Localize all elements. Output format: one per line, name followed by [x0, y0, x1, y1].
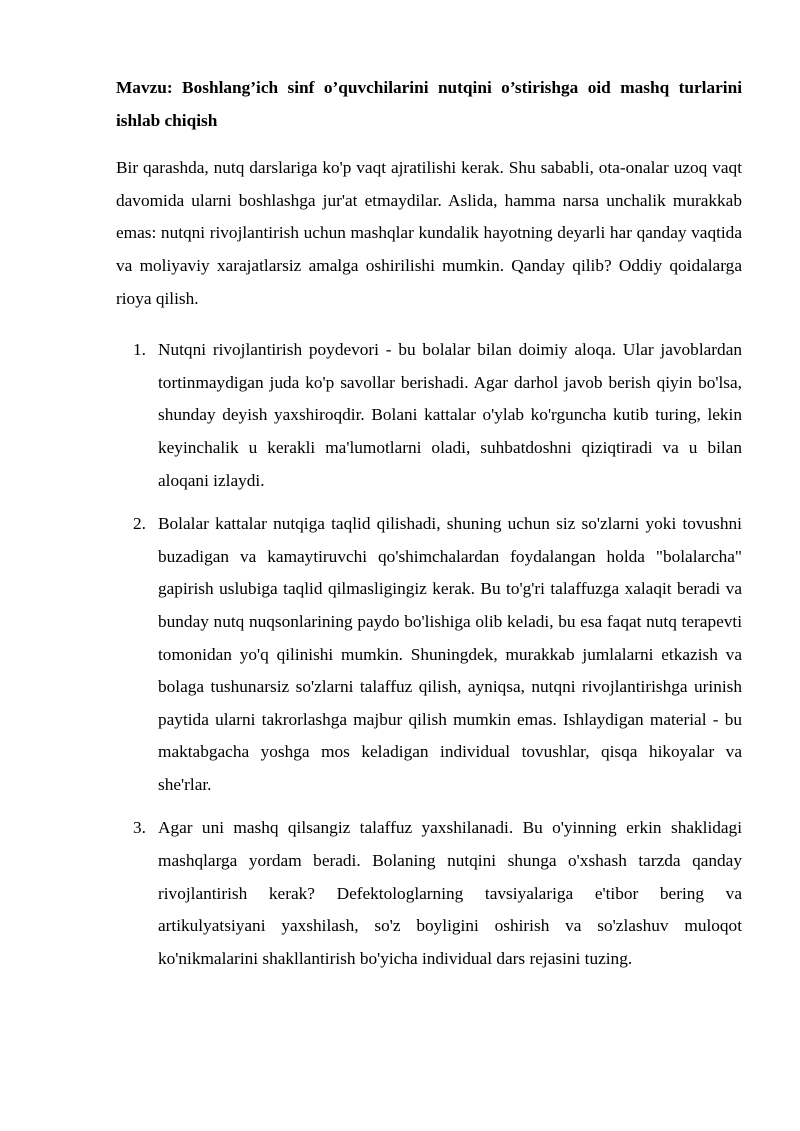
list-item-text: Agar uni mashq qilsangiz talaffuz yaxshilanadi. Bu o'yinning erkin shaklidagi mashqlarga yordam beradi. Bolaning nutqini shunga o'xshash tarzda qanday rivojlantirish kerak? Defektologlarning tavsiyalariga e'tibor bering va artikulyatsiyani yaxshilash, so'z boyligini oshirish va so'zlashuv muloqot ko'nikmalarini shakllantirish bo'yicha individual dars rejasini tuzing. — [158, 818, 742, 968]
list-item-number: 3. — [133, 818, 146, 838]
list-item-text: Bolalar kattalar nutqiga taqlid qilishadi, shuning uchun siz so'zlarni yoki tovushni buzadigan va kamaytiruvchi qo'shimchalardan foydalangan holda "bolalarcha" gapirish uslubiga taqlid qilmasligingiz kerak. Bu to'g'ri talaffuzga xalaqit beradi va bunday nutq nuqsonlarining paydo bo'lishiga olib keladi, bu esa faqat nutq terapevti tomonidan yo'q qilinishi mumkin. Shuningdek, murakkab jumlalarni etkazish va bolaga tushunarsiz so'zlarni talaffuz qilish, ayniqsa, nutqni rivojlantirishga urinish paytida ularni takrorlashga majbur qilish mumkin emas. Ishlaydigan material - bu maktabgacha yoshga mos keladigan individual tovushlar, qisqa hikoyalar va she'rlar. — [158, 514, 742, 794]
document-page — [116, 72, 742, 986]
list-item — [116, 508, 742, 801]
document-title: Mavzu: Boshlang’ich sinf o’quvchilarini nutqini o’stirishga oid mashq turlarini ishlab chiqish — [116, 78, 742, 130]
numbered-list — [116, 334, 742, 975]
list-item — [116, 812, 742, 975]
list-item-number: 1. — [133, 340, 146, 360]
intro-paragraph: Bir qarashda, nutq darslariga ko'p vaqt ajratilishi kerak. Shu sababli, ota-onalar uzoq vaqt davomida ularni boshlashga jur'at etmaydilar. Aslida, hamma narsa unchalik murakkab emas: nutqni rivojlantirish uchun mashqlar kundalik hayotning deyarli har qanday vaqtida va moliyaviy xarajatlarsiz amalga oshirilishi mumkin. Qanday qilib? Oddiy qoidalarga rioya qilish. — [116, 158, 742, 308]
list-item-number: 2. — [133, 514, 146, 534]
list-item — [116, 334, 742, 497]
list-item-text: Nutqni rivojlantirish poydevori - bu bolalar bilan doimiy aloqa. Ular javoblardan tortinmaydigan juda ko'p savollar berishadi. Agar darhol javob berish qiyin bo'lsa, shunday deyish yaxshiroqdir. Bolani kattalar o'ylab ko'rguncha kutib turing, lekin keyinchalik u kerakli ma'lumotlarni oladi, suhbatdoshni qiziqtiradi va u bilan aloqani izlaydi. — [158, 340, 742, 490]
